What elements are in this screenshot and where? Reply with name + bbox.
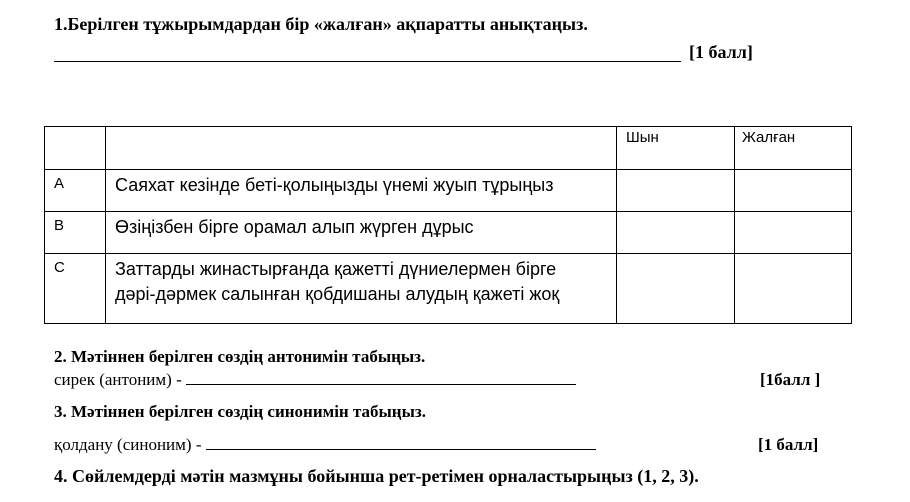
answer-cell-true[interactable] — [617, 254, 735, 324]
answer-cell-false[interactable] — [735, 170, 852, 212]
header-cell-statement — [106, 127, 617, 170]
table-header-row — [45, 127, 852, 170]
table-row — [45, 212, 852, 254]
table-row — [45, 170, 852, 212]
answer-blank-3[interactable] — [206, 448, 596, 450]
answer-cell-true[interactable] — [617, 212, 735, 254]
question-3-line — [54, 435, 596, 455]
question-1-points: [1 балл] — [689, 42, 753, 62]
header-true: Шын — [617, 127, 735, 170]
question-1-title: 1.Берілген тұжырымдардан бір «жалған» ақпаратты анықтаңыз. — [54, 14, 588, 34]
row-letter: C — [45, 254, 106, 324]
question-2-points: [1балл ] — [760, 370, 821, 389]
row-letter: B — [45, 212, 106, 254]
header-false: Жалған — [735, 127, 852, 170]
question-3-points: [1 балл] — [758, 435, 819, 454]
answer-cell-true[interactable] — [617, 170, 735, 212]
header-cell-empty — [45, 127, 106, 170]
statement-line: дәрі-дәрмек салынған қобдишаны алудың қажеті жоқ — [115, 284, 560, 304]
question-2-prompt: сирек (антоним) - — [54, 370, 182, 389]
row-statement: Саяхат кезінде беті-қолыңызды үнемі жуып тұрыңыз — [106, 170, 617, 212]
statement-line: Заттарды жинастырғанда қажетті дүниелермен бірге — [115, 259, 557, 279]
question-4-title: 4. Сөйлемдерді мәтін мазмұны бойынша рет-ретімен орналастырыңыз (1, 2, 3). — [54, 466, 699, 486]
row-statement: Өзіңізбен бірге орамал алып жүрген дұрыс — [106, 212, 617, 254]
answer-blank-2[interactable] — [186, 383, 576, 385]
table-row — [45, 254, 852, 324]
answer-line-1[interactable] — [54, 61, 681, 62]
row-letter: A — [45, 170, 106, 212]
answer-cell-false[interactable] — [735, 212, 852, 254]
question-3-prompt: қолдану (синоним) - — [54, 435, 202, 454]
row-statement — [106, 254, 617, 324]
question-2-line — [54, 370, 576, 390]
question-2-title: 2. Мәтіннен берілген сөздің антонимін табыңыз. — [54, 347, 426, 366]
question-3-title: 3. Мәтіннен берілген сөздің синонимін табыңыз. — [54, 402, 426, 421]
true-false-table — [44, 126, 852, 324]
answer-cell-false[interactable] — [735, 254, 852, 324]
